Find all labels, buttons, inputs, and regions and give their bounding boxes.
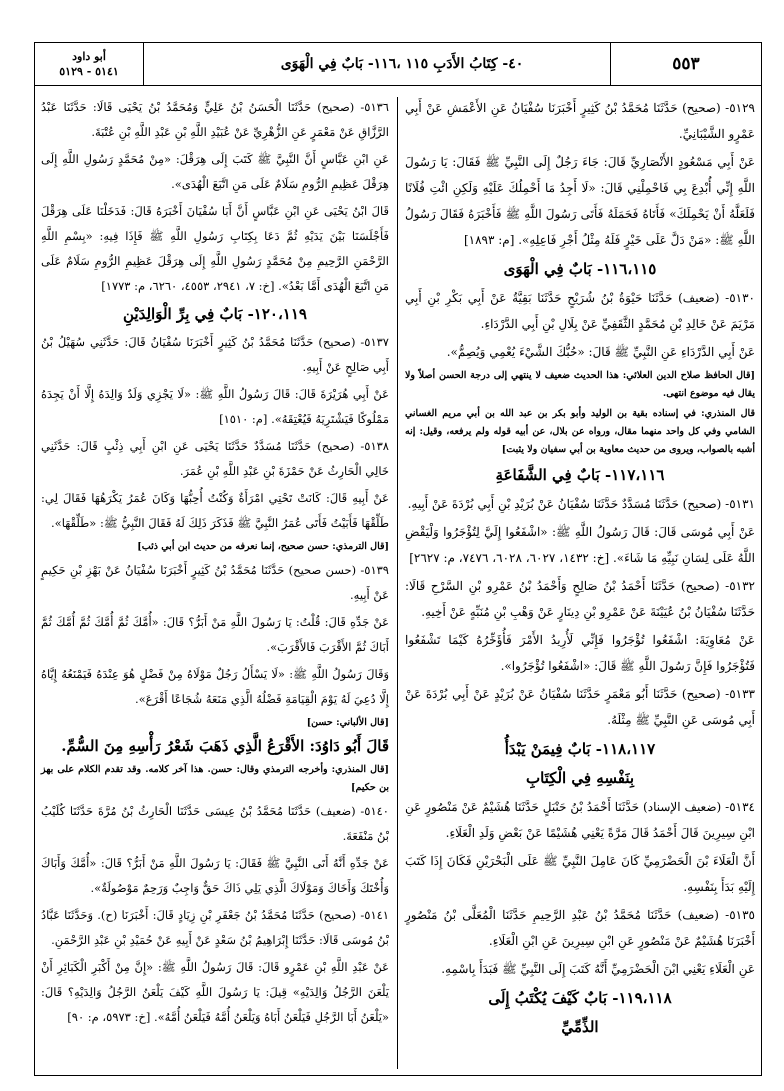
hadith-paragraph: عَنْ جَدِّهِ قَالَ: قُلْتُ: يَا رَسُولَ اللَّهِ مَنْ أَبَرُّ؟ قَالَ: «أُمَّكَ ثُمَّ أُمَّكَ ثُمَّ أُمَّكَ ثُمَّ أَبَاكَ ثُمَّ الأَقْرَبَ فَالأَقْرَبَ». (41, 615, 389, 654)
right-column (405, 95, 755, 1043)
footnote: [قال الألباني: حسن] (306, 717, 389, 728)
hadith-paragraph: ٥١٤٠- (ضعيف) حَدَّثَنَا مُحَمَّدُ بْنُ عِيسَى حَدَّثَنَا الْحَارِثُ بْنُ مُرَّةَ حَدَّثَنَا كُلَيْبُ بْنُ مَنْفَعَةَ. (41, 804, 389, 843)
chapter-heading: ١١٨،١١٧- بَابٌ فِيمَنْ يَبْدَأُ (504, 740, 656, 758)
chapter-heading: ١١٧،١١٦- بَابٌ فِي الشَّفَاعَةِ (495, 466, 665, 484)
hadith-paragraph: عَنْ مُعَاوِيَةَ: اشْفَعُوا تُؤْجَرُوا فَإِنِّي لَأُرِيدُ الأَمْرَ فَأُؤَخِّرُهُ كَيْمَا تَشْفَعُوا فَتُؤْجَرُوا فَإِنَّ رَسُولَ اللَّهِ ﷺ قَالَ: «اشْفَعُوا تُؤْجَرُوا». (405, 633, 755, 673)
hadith-paragraph: ٥١٤١- (صحيح) حَدَّثَنَا مُحَمَّدُ بْنُ جَعْفَرِ بْنِ زِيَادٍ قَالَ: أَخْبَرَنَا (ح). وَحَدَّثَنَا عَبَّادُ بْنُ مُوسَى قَالَا: حَدَّثَنَا إِبْرَاهِيمُ بْنُ سَعْدٍ عَنْ أَبِيهِ عَنْ حُمَيْدِ بْنِ عَبْدِ الرَّحْمَنِ. (41, 908, 389, 947)
hadith-paragraph: عَنْ أَبِي مُوسَى قَالَ: قَالَ رَسُولُ اللَّهِ ﷺ: «اشْفَعُوا إِلَيَّ لِتُؤْجَرُوا وَلْيَقْضِ اللَّهُ عَلَى لِسَانِ نَبِيِّهِ مَا شَاءَ». [خ: ١٤٣٢، ٦٠٢٧، ٦٠٢٨، ٧٤٧٦، م: ٢٦٢٧] (405, 525, 755, 565)
left-column (41, 95, 389, 1032)
book-name: أبو داود (72, 50, 106, 63)
hadith-paragraph: ٥١٣٠- (ضعيف) حَدَّثَنَا حَيْوَةُ بْنُ شُرَيْحٍ حَدَّثَنَا بَقِيَّةُ عَنْ أَبِي بَكْرِ بْنِ أَبِي مَرْيَمَ عَنْ خَالِدِ بْنِ مُحَمَّدٍ الثَّقَفِيِّ عَنْ بِلَالِ بْنِ أَبِي الدَّرْدَاءِ. (405, 291, 755, 331)
hadith-paragraph: ٥١٣٨- (صحيح) حَدَّثَنَا مُسَدَّدٌ حَدَّثَنَا يَحْيَى عَنِ ابْنِ أَبِي ذِئْبٍ قَالَ: حَدَّثَنِي خَالِي الْحَارِثُ عَنْ حَمْزَةَ بْنِ عَبْدِ اللَّهِ بْنِ عُمَرَ. (41, 439, 389, 478)
hadith-paragraph: وَقَالَ رَسُولُ اللَّهِ ﷺ: «لَا يَسْأَلُ رَجُلٌ مَوْلَاهُ مِنْ فَضْلٍ هُوَ عِنْدَهُ فَيَمْنَعُهُ إِيَّاهُ إِلَّا دُعِيَ لَهُ يَوْمَ الْقِيَامَةِ فَضْلُهُ الَّذِي مَنَعَهُ شُجَاعًا أَقْرَعَ». (41, 667, 389, 706)
hadith-paragraph: عَنِ الْعَلَاءِ يَعْنِي ابْنَ الْحَضْرَمِيِّ أَنَّهُ كَتَبَ إِلَى النَّبِيِّ ﷺ فَبَدَأَ بِاسْمِهِ. (441, 962, 755, 976)
chapter-heading: الذِّمِّيِّ (561, 1018, 599, 1036)
hadith-range-box (35, 43, 144, 85)
footnote: [قال الترمذي: حسن صحيح، إنما نعرفه من حديث ابن أبي ذئب] (137, 541, 389, 552)
hadith-paragraph: ٥١٣٢- (صحيح) حَدَّثَنَا أَحْمَدُ بْنُ صَالِحٍ وَأَحْمَدُ بْنُ عَمْرِو بْنِ السَّرْحِ قَالَا: حَدَّثَنَا سُفْيَانُ بْنُ عُيَيْنَةَ عَنْ عَمْرِو بْنِ دِينَارٍ عَنْ وَهْبِ بْنِ مُنَبِّهٍ عَنْ أَخِيهِ. (405, 579, 755, 619)
hadith-paragraph: عَنْ أَبِيهِ قَالَ: كَانَتْ تَحْتِي امْرَأَةٌ وَكُنْتُ أُحِبُّهَا وَكَانَ عُمَرُ يَكْرَهُهَا فَقَالَ لِي: طَلِّقْهَا فَأَبَيْتُ فَأَتَى عُمَرُ النَّبِيَّ ﷺ فَذَكَرَ ذَلِكَ لَهُ فَقَالَ النَّبِيُّ ﷺ: «طَلِّقْهَا». (41, 491, 389, 530)
footnote: قال المنذري: في إسناده بقية بن الوليد وأبو بكر بن عبد الله بن أبي مريم الغساني الشامي وفي كل واحد منهما مقال، ورواه عن بلال، عن أبيه قوله ولم يرفعه، وقيل: إنه أشبه بالصواب، ويروى من حديث معاوية بن أبي سفيان ولا يثبت] (405, 408, 755, 455)
hadith-paragraph: ٥١٣١- (صحيح) حَدَّثَنَا مُسَدَّدٌ حَدَّثَنَا سُفْيَانُ عَنْ بُرَيْدِ بْنِ أَبِي بُرْدَةَ عَنْ أَبِيهِ. (407, 497, 755, 511)
running-title: ٤٠- كِتَابُ الأَدَبِ ١١٥ ،١١٦- بَابٌ فِي الْهَوَى (280, 56, 524, 72)
page-frame (34, 42, 762, 1076)
page-number: ٥٥٣ (610, 43, 761, 85)
hadith-paragraph: ٥١٣٦- (صحيح) حَدَّثَنَا الْحَسَنُ بْنُ عَلِيٍّ وَمُحَمَّدُ بْنُ يَحْيَى قَالَا: حَدَّثَنَا عَبْدُ الرَّزَّاقِ عَنْ مَعْمَرٍ عَنِ الزُّهْرِيِّ عَنْ عُبَيْدِ اللَّهِ بْنِ عَبْدِ اللَّهِ بْنِ عُتْبَةَ. (41, 100, 389, 139)
hadith-paragraph: عَنِ ابْنِ عَبَّاسٍ أَنَّ النَّبِيَّ ﷺ كَتَبَ إِلَى هِرَقْلَ: «مِنْ مُحَمَّدٍ رَسُولِ اللَّهِ إِلَى هِرَقْلَ عَظِيمِ الرُّومِ سَلَامٌ عَلَى مَنِ اتَّبَعَ الْهُدَى». (41, 152, 389, 191)
hadith-paragraph: ٥١٣٣- (صحيح) حَدَّثَنَا أَبُو مَعْمَرٍ حَدَّثَنَا سُفْيَانُ عَنْ بُرَيْدٍ عَنْ أَبِي بُرْدَةَ عَنْ أَبِي مُوسَى عَنِ النَّبِيِّ ﷺ مِثْلَهُ. (405, 687, 755, 727)
hadith-paragraph: عَنْ أَبِي الدَّرْدَاءِ عَنِ النَّبِيِّ ﷺ قَالَ: «حُبُّكَ الشَّيْءَ يُعْمِي وَيُصِمُّ». (446, 345, 755, 359)
chapter-heading: ١١٦،١١٥- بَابٌ فِي الْهَوَى (503, 260, 657, 278)
chapter-heading: ١١٩،١١٨- بَابٌ كَيْفَ يُكْتَبُ إِلَى (488, 989, 672, 1007)
chapter-heading: ١٢٠،١١٩- بَابٌ فِي بِرِّ الْوَالِدَيْنِ (123, 305, 307, 323)
hadith-paragraph: ٥١٣٤- (ضعيف الإسناد) حَدَّثَنَا أَحْمَدُ بْنُ حَنْبَلٍ حَدَّثَنَا هُشَيْمٌ عَنْ مَنْصُورٍ عَنِ ابْنِ سِيرِينَ قَالَ أَحْمَدُ قَالَ مَرَّةً يَعْنِي هُشَيْمًا عَنْ بَعْضِ وَلَدِ الْعَلَاءِ. (405, 800, 755, 840)
column-divider (397, 97, 398, 1069)
footnote: [قال المنذري: وأخرجه الترمذي وقال: حسن. هذا آخر كلامه. وقد تقدم الكلام على بهز بن حكيم] (41, 764, 389, 793)
hadith-paragraph: عَنْ أَبِي مَسْعُودٍ الأَنْصَارِيِّ قَالَ: جَاءَ رَجُلٌ إِلَى النَّبِيِّ ﷺ فَقَالَ: يَا رَسُولَ اللَّهِ إِنِّي أُبْدِعَ بِي فَاحْمِلْنِي قَالَ: «لَا أَجِدُ مَا أَحْمِلُكَ عَلَيْهِ وَلَكِنِ ائْتِ فُلَانًا فَلَعَلَّهُ أَنْ يَحْمِلَكَ» فَأَتَاهُ فَحَمَلَهُ فَأَتَى رَسُولَ اللَّهِ ﷺ فَأَخْبَرَهُ فَقَالَ رَسُولُ اللَّهِ ﷺ: «مَنْ دَلَّ عَلَى خَيْرٍ فَلَهُ مِثْلُ أَجْرِ فَاعِلِهِ». [م: ١٨٩٣] (405, 155, 755, 247)
hadith-paragraph: أَنَّ الْعَلَاءَ بْنَ الْحَضْرَمِيِّ كَانَ عَامِلَ النَّبِيِّ ﷺ عَلَى الْبَحْرَيْنِ فَكَانَ إِذَا كَتَبَ إِلَيْهِ بَدَأَ بِنَفْسِهِ. (405, 854, 755, 894)
hadith-paragraph: ٥١٣٩- (حسن صحيح) حَدَّثَنَا مُحَمَّدُ بْنُ كَثِيرٍ أَخْبَرَنَا سُفْيَانُ عَنْ بَهْزِ بْنِ حَكِيمٍ عَنْ أَبِيهِ. (41, 563, 389, 602)
hadith-paragraph: قَالَ أَبُو دَاوُدَ: الأَقْرَعُ الَّذِي ذَهَبَ شَعْرُ رَأْسِهِ مِنَ السُّمِّ. (61, 737, 389, 755)
hadith-paragraph: عَنْ جَدِّهِ أَنَّهُ أَتَى النَّبِيَّ ﷺ فَقَالَ: يَا رَسُولَ اللَّهِ مَنْ أَبَرُّ؟ قَالَ: «أُمَّكَ وَأَبَاكَ وَأُخْتَكَ وَأَخَاكَ وَمَوْلَاكَ الَّذِي يَلِي ذَاكَ حَقٌّ وَاجِبٌ وَرَحِمٌ مَوْصُولَةٌ». (41, 856, 389, 895)
hadith-paragraph: عَنْ أَبِي هُرَيْرَةَ قَالَ: قَالَ رَسُولُ اللَّهِ ﷺ: «لَا يَجْزِي وَلَدٌ وَالِدَهُ إِلَّا أَنْ يَجِدَهُ مَمْلُوكًا فَيَشْتَرِيَهُ فَيُعْتِقَهُ». [م: ١٥١٠] (41, 387, 389, 426)
hadith-paragraph: ٥١٢٩- (صحيح) حَدَّثَنَا مُحَمَّدُ بْنُ كَثِيرٍ أَخْبَرَنَا سُفْيَانُ عَنِ الأَعْمَشِ عَنْ أَبِي عَمْرٍو الشَّيْبَانِيِّ. (405, 101, 755, 141)
hadith-paragraph: ٥١٣٧- (صحيح) حَدَّثَنَا مُحَمَّدُ بْنُ كَثِيرٍ أَخْبَرَنَا سُفْيَانُ قَالَ: حَدَّثَنِي سُهَيْلُ بْنُ أَبِي صَالِحٍ عَنْ أَبِيهِ. (41, 335, 389, 374)
hadith-range: ٥١٤١ - ٥١٢٩ (59, 65, 119, 78)
hadith-paragraph: قَالَ ابْنُ يَحْيَى عَنِ ابْنِ عَبَّاسٍ أَنَّ أَبَا سُفْيَانَ أَخْبَرَهُ قَالَ: فَدَخَلْنَا عَلَى هِرَقْلَ فَأَجْلَسَنَا بَيْنَ يَدَيْهِ ثُمَّ دَعَا بِكِتَابِ رَسُولِ اللَّهِ ﷺ فَإِذَا فِيهِ: «بِسْمِ اللَّهِ الرَّحْمَنِ الرَّحِيمِ مِنْ مُحَمَّدٍ رَسُولِ اللَّهِ إِلَى هِرَقْلَ عَظِيمِ الرُّومِ سَلَامٌ عَلَى مَنِ اتَّبَعَ الْهُدَى أَمَّا بَعْدُ». [خ: ٧، ٢٩٤١، ٤٥٥٣، ٦٢٦٠، م: ١٧٧٣] (41, 204, 389, 293)
hadith-paragraph: ٥١٣٥- (ضعيف) حَدَّثَنَا مُحَمَّدُ بْنُ عَبْدِ الرَّحِيمِ حَدَّثَنَا الْمُعَلَّى بْنُ مَنْصُورٍ أَخْبَرَنَا هُشَيْمٌ عَنْ مَنْصُورٍ عَنِ ابْنِ سِيرِينَ عَنِ ابْنِ الْعَلَاءِ. (405, 908, 755, 948)
footnote: [قال الحافظ صلاح الدين العلائي: هذا الحديث ضعيف لا ينتهي إلى درجة الحسن أصلاً ولا يقال فيه موضوع انتهى. (405, 370, 755, 399)
hadith-paragraph: عَنْ عَبْدِ اللَّهِ بْنِ عَمْرٍو قَالَ: قَالَ رَسُولُ اللَّهِ ﷺ: «إِنَّ مِنْ أَكْبَرِ الْكَبَائِرِ أَنْ يَلْعَنَ الرَّجُلُ وَالِدَيْهِ» قِيلَ: يَا رَسُولَ اللَّهِ كَيْفَ يَلْعَنُ الرَّجُلُ وَالِدَيْهِ؟ قَالَ: «يَلْعَنُ أَبَا الرَّجُلِ فَيَلْعَنُ أَبَاهُ وَيَلْعَنُ أُمَّهُ فَيَلْعَنُ أُمَّهُ». [خ: ٥٩٧٣، م: ٩٠] (41, 960, 389, 1024)
chapter-heading: بِنَفْسِهِ فِي الْكِتَابِ (525, 769, 635, 787)
page-header (35, 43, 761, 86)
